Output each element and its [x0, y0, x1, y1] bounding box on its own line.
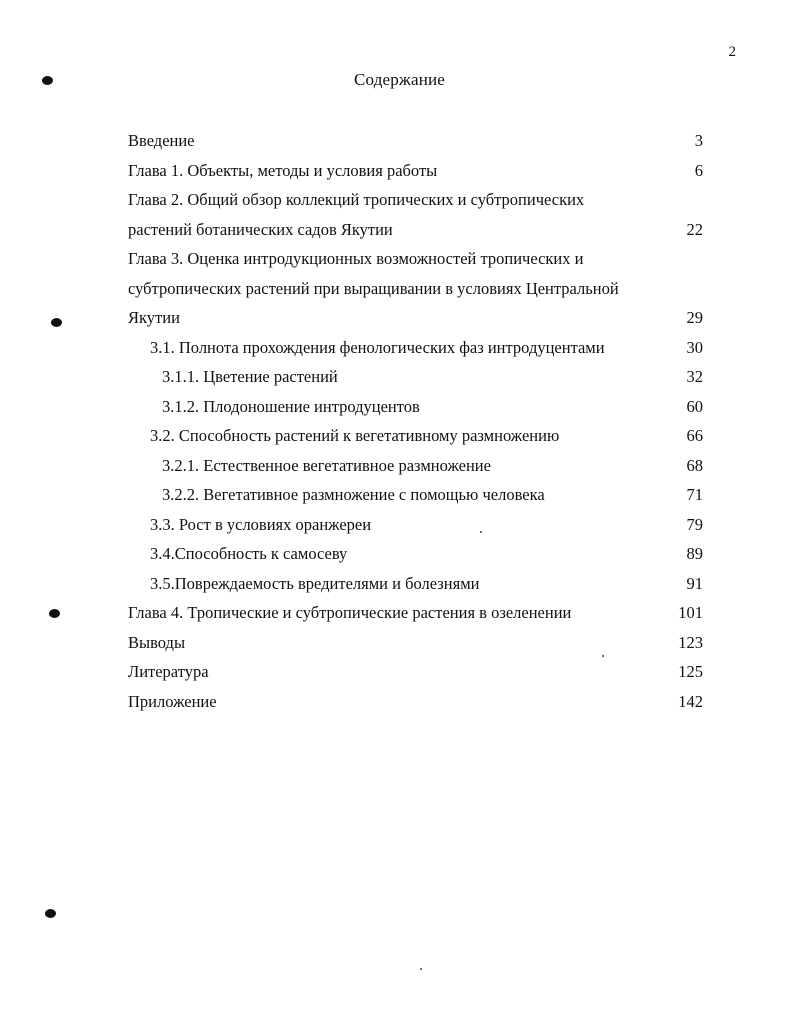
toc-entry-text: Введение	[128, 131, 195, 150]
toc-entry-page: 71	[686, 485, 703, 504]
scan-speck	[602, 655, 604, 657]
punch-hole-mark	[45, 909, 56, 918]
toc-entry-page: 32	[686, 367, 703, 386]
toc-entry-text: Глава 3. Оценка интродукционных возможностей тропических и субтропических растений при выращивании в условиях Центральной Якутии	[128, 249, 619, 327]
toc-entry-page: 60	[686, 396, 703, 416]
toc-entry-section-3-2-1	[128, 451, 703, 481]
toc-entry-appendix	[128, 687, 703, 717]
toc-title: Содержание	[353, 70, 446, 89]
toc-entry-text: 3.4.Способность к самосеву	[150, 544, 348, 563]
toc-entry-text: Приложение	[128, 691, 217, 711]
toc-entry-section-3-1	[128, 333, 703, 363]
toc-entry-text: 3.1.1. Цветение растений	[162, 367, 338, 386]
toc-entry-section-3-3	[128, 510, 703, 540]
toc-entry-page: 91	[686, 573, 703, 593]
toc-entry-page: 79	[686, 514, 703, 534]
toc-entry-page: 89	[686, 544, 703, 563]
toc-entry-chapter-2	[128, 185, 703, 244]
toc-entry-chapter-3	[128, 244, 703, 333]
toc-entry-conclusions	[128, 628, 703, 658]
toc-entry-section-3-2-2	[128, 480, 703, 510]
punch-hole-mark	[51, 318, 62, 327]
toc-entry-introduction	[128, 126, 703, 156]
toc-entry-page: 66	[686, 426, 703, 445]
toc-entry-text: Глава 4. Тропические и субтропические растения в озеленении	[128, 603, 572, 622]
toc-entry-text: Литература	[128, 662, 209, 681]
toc-entry-page: 22	[686, 219, 703, 239]
toc-entry-chapter-4	[128, 598, 703, 628]
toc-entry-text: Глава 2. Общий обзор коллекций тропических и субтропических растений ботанических садов Якутии	[128, 190, 585, 239]
toc-entry-section-3-1-2	[128, 392, 703, 422]
toc-entry-text: Глава 1. Объекты, методы и условия работы	[128, 160, 438, 180]
table-of-contents	[128, 126, 703, 716]
toc-entry-text: 3.3. Рост в условиях оранжереи	[150, 514, 372, 534]
toc-entry-text: 3.2.2. Вегетативное размножение с помощью человека	[162, 485, 545, 504]
toc-entry-page: 123	[678, 632, 703, 652]
toc-entry-page: 68	[686, 455, 703, 475]
toc-entry-text: 3.1.2. Плодоношение интродуцентов	[162, 396, 420, 416]
punch-hole-mark	[49, 609, 60, 618]
page-number: 2	[728, 44, 736, 60]
scan-speck	[420, 968, 422, 970]
toc-entry-chapter-1	[128, 156, 703, 186]
toc-entry-page: 101	[678, 603, 703, 622]
toc-entry-page: 30	[686, 337, 703, 357]
toc-entry-literature	[128, 657, 703, 687]
scan-speck	[480, 531, 482, 533]
toc-entry-section-3-5	[128, 569, 703, 599]
toc-entry-text: 3.1. Полнота прохождения фенологических фаз интродуцентами	[150, 337, 605, 357]
toc-entry-page: 142	[678, 691, 703, 711]
toc-entry-section-3-4	[128, 539, 703, 569]
toc-entry-text: Выводы	[128, 632, 186, 652]
toc-entry-section-3-2	[128, 421, 703, 451]
toc-entry-page: 125	[678, 662, 703, 681]
punch-hole-mark	[42, 76, 53, 85]
toc-entry-section-3-1-1	[128, 362, 703, 392]
toc-entry-text: 3.5.Повреждаемость вредителями и болезнями	[150, 573, 480, 593]
toc-entry-text: 3.2.1. Естественное вегетативное размножение	[162, 455, 491, 475]
toc-entry-page: 6	[694, 160, 703, 180]
toc-entry-page: 29	[686, 308, 703, 327]
toc-entry-page: 3	[694, 131, 703, 150]
toc-entry-text: 3.2. Способность растений к вегетативному размножению	[150, 426, 560, 445]
